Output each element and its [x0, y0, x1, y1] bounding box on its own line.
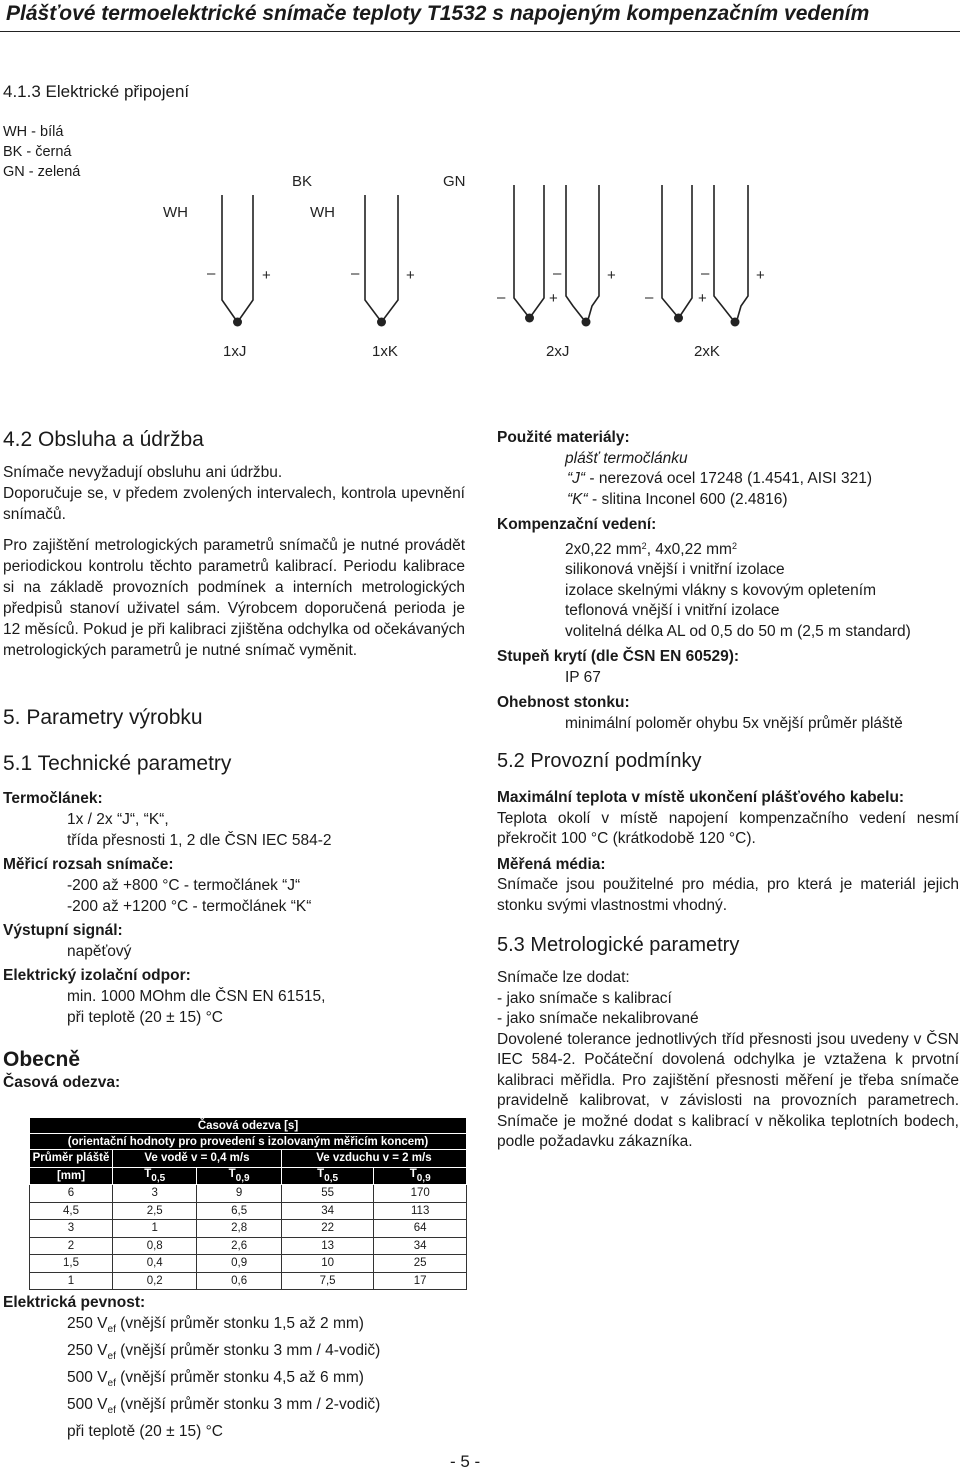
header-cell: T0,5 [281, 1167, 374, 1185]
param-value: při teplotě (20 ± 15) °C [67, 1423, 223, 1440]
response-time-table [29, 1117, 467, 1290]
wire-label: WH [163, 204, 188, 221]
table-cell: 6,5 [197, 1202, 281, 1220]
wire-label: GN [443, 173, 466, 190]
table-row [30, 1202, 467, 1220]
header-cell: [mm] [30, 1167, 113, 1185]
param-value: 500 $V_{ef}$ (vnější průměr stonku 3 mm / 2-vodič) [67, 1396, 381, 1416]
diagram-caption: 2xJ [546, 343, 570, 360]
table-cell: 17 [374, 1272, 467, 1290]
diagram-caption: 1xK [372, 343, 398, 360]
paragraph: Pro zajištění metrologických parametrů snímačů je nutné provádět periodickou kontrolu těchto parametrů kalibrací. Periodu kalibrace si na základě provozních podmínek a interních metrologických předpisů stanoví uživatel sám. Výrobcem doporučená perioda je 12 měsíců. Pokud je při kalibraci zjištěna odchylka od očekávaných metrologických parametrů je nutné snímač vyměnit. [3, 537, 465, 659]
wire [588, 185, 599, 320]
header-cell: T0,9 [197, 1167, 281, 1185]
wire [680, 185, 692, 316]
section-heading-5: 5. Parametry výrobku [3, 706, 203, 729]
table-subtitle: (orientační hodnoty pro provedení s izolovaným měřicím koncem) [30, 1134, 467, 1150]
table-row [30, 1237, 467, 1255]
page-title: Plášťové termoelektrické snímače teploty T1532 s napojeným kompenzačním vedením [0, 0, 960, 32]
section-heading-5-3: 5.3 Metrologické parametry [497, 934, 740, 956]
param-label: Měřicí rozsah snímače: [3, 856, 174, 873]
page-number: - 5 - [450, 1452, 481, 1471]
table-cell: 10 [281, 1255, 374, 1273]
wire [531, 185, 544, 316]
table-cell: 1 [113, 1220, 197, 1238]
table-cell: 13 [281, 1237, 374, 1255]
table-cell: 9 [197, 1185, 281, 1203]
wire [514, 185, 528, 316]
junction-dot [731, 318, 740, 327]
list-item: - jako snímače nekalibrované [497, 1010, 699, 1027]
minus-sign: – [351, 265, 360, 282]
table-cell: 2,8 [197, 1220, 281, 1238]
diagram-caption: 1xJ [223, 343, 247, 360]
wire-label: BK [292, 173, 313, 190]
dielectric-strength [3, 1292, 523, 1442]
table-row [30, 1220, 467, 1238]
legend-item: BK - černá [3, 144, 72, 160]
param-label: Elektrický izolační odpor: [3, 967, 191, 984]
param-value: 2x0,22 $mm^2$, 4x0,22 $mm^2$ [565, 540, 737, 558]
param-value: IP 67 [565, 668, 601, 686]
left-column [3, 428, 465, 1093]
minus-sign: – [645, 289, 654, 306]
table-cell: 3 [113, 1185, 197, 1203]
table-cell: 0,2 [113, 1272, 197, 1290]
param-value: -200 až +800 °C - termočlánek “J“ [67, 877, 301, 894]
right-column [497, 428, 959, 1153]
section-heading-4-1-3: 4.1.3 Elektrické připojení [3, 82, 190, 101]
wire [239, 195, 253, 320]
param-value: třída přesnosti 1, 2 dle ČSN IEC 584-2 [67, 832, 332, 849]
param-label: Měřená média: [497, 855, 606, 873]
param-label: Použité materiály: [497, 429, 630, 446]
table-cell: 0,4 [113, 1255, 197, 1273]
table-cell: 0,8 [113, 1237, 197, 1255]
param-value: min. 1000 MOhm dle ČSN EN 61515, [67, 988, 326, 1005]
param-value: “J“ - nerezová ocel 17248 (1.4541, AISI 321) [567, 470, 873, 487]
paragraph: Snímače jsou použitelné pro média, pro která je materiál jejich stonku svými vlastnostmi vhodný. [497, 876, 959, 914]
table-cell: 1 [30, 1272, 113, 1290]
list-item: - jako snímače s kalibrací [497, 989, 672, 1007]
table-cell: 2 [30, 1237, 113, 1255]
param-value: 500 $V_{ef}$ (vnější průměr stonku 4,5 až 6 mm) [67, 1369, 364, 1389]
paragraph: Dovolené tolerance jednotlivých tříd přesnosti jsou uvedeny v ČSN IEC 584-2. Počáteční dovolená odchylka je vztažena k prvotní kalibraci měřidla. Pro zajištění přesnosti měření je třeba snímače pravidelně kalibrovat, v závislosti na provozních parametrech. Snímače je možné dodat s kalibrací v několika teplotních bodech, podle požadavku zákazníka. [497, 1030, 959, 1150]
junction-dot [233, 318, 242, 327]
param-value: -200 až +1200 °C - termočlánek “K“ [67, 898, 312, 915]
param-value: teflonová vnější i vnitřní izolace [565, 602, 780, 619]
table-cell: 170 [374, 1185, 467, 1203]
param-label: Kompenzační vedení: [497, 516, 657, 533]
header-cell: Ve vzduchu v = 2 m/s [281, 1150, 466, 1168]
header-cell: T0,5 [113, 1167, 197, 1185]
table-cell: 64 [374, 1220, 467, 1238]
table-cell: 113 [374, 1202, 467, 1220]
legend-item: GN - zelená [3, 164, 81, 180]
wire [222, 195, 236, 320]
param-value: volitelná délka AL od 0,5 do 50 m (2,5 m standard) [565, 622, 911, 640]
header-cell: T0,9 [374, 1167, 467, 1185]
param-label: Maximální teplota v místě ukončení plášťového kabelu: [497, 789, 905, 806]
table-cell: 0,9 [197, 1255, 281, 1273]
param-label: Výstupní signál: [3, 922, 123, 939]
plus-sign: + [262, 267, 271, 284]
section-heading-obecne: Obecně [3, 1048, 81, 1071]
section-heading-5-1: 5.1 Technické parametry [3, 752, 232, 775]
minus-sign: – [701, 265, 710, 282]
section-heading-5-2: 5.2 Provozní podmínky [497, 750, 702, 772]
paragraph: Teplota okolí v místě napojení kompenzačního vedení nesmí překročit 100 °C (krátkodobě 120 °C). [497, 809, 959, 847]
param-label: Ohebnost stonku: [497, 694, 630, 711]
param-value: při teplotě (20 ± 15) °C [67, 1009, 223, 1026]
diagram-caption: 2xK [694, 343, 720, 360]
junction-dot [377, 318, 386, 327]
paragraph: Snímače lze dodat: [497, 969, 630, 986]
plus-sign: + [406, 267, 415, 284]
table-cell: 34 [281, 1202, 374, 1220]
table-cell: 4,5 [30, 1202, 113, 1220]
wire [737, 185, 748, 320]
table-cell: 2,5 [113, 1202, 197, 1220]
minus-sign: – [553, 265, 562, 282]
wire [383, 195, 398, 320]
param-value: napěťový [67, 943, 132, 960]
table-cell: 34 [374, 1237, 467, 1255]
table-row [30, 1185, 467, 1203]
param-value: 250 $V_{ef}$ (vnější průměr stonku 1,5 až 2 mm) [67, 1315, 364, 1335]
table-cell: 7,5 [281, 1272, 374, 1290]
table-row [30, 1255, 467, 1273]
wire [566, 185, 584, 320]
paragraph: Snímače nevyžadují obsluhu ani údržbu. [3, 464, 283, 481]
param-label: Termočlánek: [3, 790, 103, 807]
table-row [30, 1272, 467, 1290]
param-label: Časová odezva: [3, 1074, 121, 1091]
param-value: 1x / 2x “J“, “K“, [67, 811, 169, 828]
plus-sign: + [756, 267, 765, 284]
table-cell: 55 [281, 1185, 374, 1203]
param-value: “K“ - slitina Inconel 600 (2.4816) [567, 490, 788, 508]
plus-sign: + [607, 267, 616, 284]
param-label: Stupeň krytí (dle ČSN EN 60529): [497, 648, 740, 665]
wiring-diagram [0, 160, 960, 370]
wire [714, 185, 733, 320]
table-cell: 2,6 [197, 1237, 281, 1255]
table-cell: 22 [281, 1220, 374, 1238]
table-cell: 1,5 [30, 1255, 113, 1273]
table-cell: 25 [374, 1255, 467, 1273]
param-value: minimální poloměr ohybu 5x vnější průměr pláště [565, 714, 903, 732]
header-cell: Průměr pláště [30, 1150, 113, 1168]
junction-dot [525, 314, 534, 323]
table-cell: 0,6 [197, 1272, 281, 1290]
paragraph: Doporučuje se, v předem zvolených intervalech, kontrola upevnění snímačů. [3, 485, 465, 523]
table-cell: 6 [30, 1185, 113, 1203]
junction-dot [674, 314, 683, 323]
legend-item: WH - bílá [3, 124, 64, 140]
param-value: 250 $V_{ef}$ (vnější průměr stonku 3 mm / 4-vodič) [67, 1342, 381, 1362]
wire [365, 195, 380, 320]
junction-dot [582, 318, 591, 327]
minus-sign: – [497, 289, 506, 306]
section-heading-4-2: 4.2 Obsluha a údržba [3, 428, 204, 451]
param-value: silikonová vnější i vnitřní izolace [565, 561, 785, 578]
wire-label: WH [310, 204, 335, 221]
param-value: plášť termočlánku [565, 449, 688, 467]
plus-sign: + [549, 290, 558, 307]
header-cell: Ve vodě v = 0,4 m/s [113, 1150, 282, 1168]
minus-sign: – [207, 265, 216, 282]
table-title: Časová odezva [s] [30, 1118, 467, 1134]
param-value: izolace skelnými vlákny s kovovým opletením [565, 581, 876, 599]
wire [662, 185, 677, 316]
plus-sign: + [698, 290, 707, 307]
param-label: Elektrická pevnost: [3, 1294, 146, 1311]
table-cell: 3 [30, 1220, 113, 1238]
